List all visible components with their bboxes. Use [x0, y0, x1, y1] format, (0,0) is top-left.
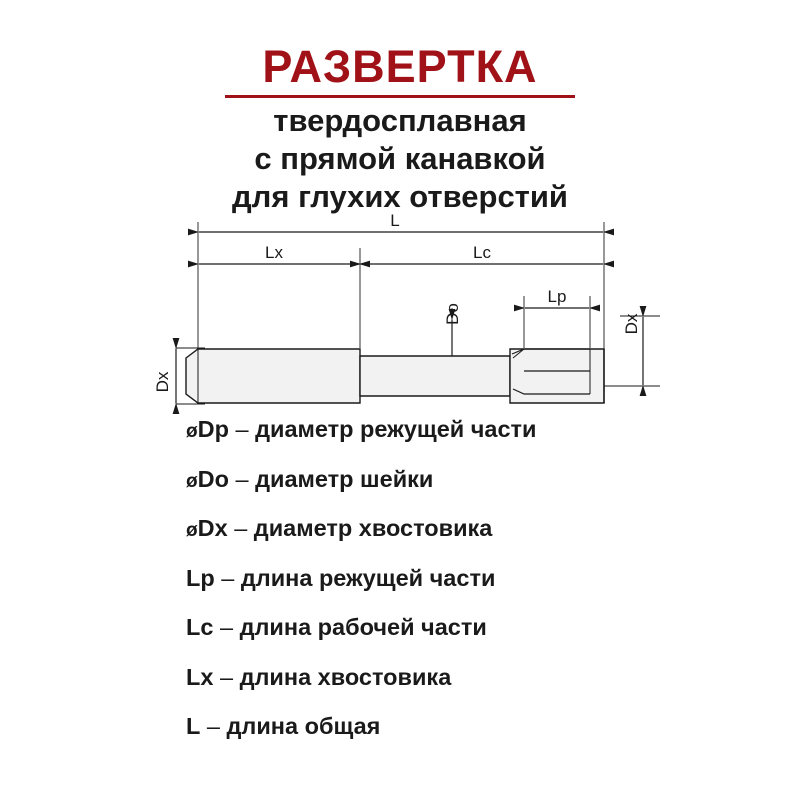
legend-item-lp	[186, 564, 786, 591]
legend-dash: –	[235, 416, 249, 442]
legend-description: длина хвостовика	[239, 663, 452, 690]
legend-description: диаметр режущей части	[255, 416, 537, 442]
subtitle-line-3: для глухих отверстий	[232, 178, 568, 214]
legend-symbol: Lx	[186, 663, 214, 690]
legend-dash: –	[219, 663, 234, 690]
legend-item-lc	[186, 616, 786, 640]
page-title: РАЗВЕРТКА	[262, 41, 538, 92]
subtitle-line-1: твердосплавная	[273, 103, 527, 138]
legend-description: диаметр шейки	[255, 465, 434, 492]
legend-dash: –	[219, 614, 234, 640]
dim-label-Dx-right: Dx	[622, 313, 641, 335]
subtitle-line-2: с прямой канавкой	[254, 140, 546, 176]
legend-dash: –	[206, 713, 220, 739]
legend-list	[186, 418, 786, 765]
dim-label-Lc: Lc	[473, 243, 491, 262]
legend-description: длина общая	[226, 713, 381, 739]
legend-symbol: Lc	[186, 614, 214, 640]
legend-dash: –	[235, 465, 249, 492]
legend-symbol: Do	[197, 465, 229, 492]
dim-label-Dx-left: Dx	[153, 371, 172, 393]
legend-symbol: Dx	[197, 515, 228, 541]
legend-item-dp	[186, 418, 786, 442]
legend-symbol: Lp	[186, 564, 215, 591]
legend-description: диаметр хвостовика	[253, 515, 493, 541]
diameter-symbol: ø	[186, 520, 198, 541]
dim-label-Lx: Lx	[265, 243, 283, 262]
legend-item-do	[186, 465, 786, 492]
legend-description: длина рабочей части	[239, 614, 487, 640]
legend-description: длина режущей части	[240, 564, 496, 591]
legend-item-l	[186, 715, 786, 739]
title-divider	[225, 95, 575, 98]
legend-item-lx	[186, 663, 786, 690]
diameter-symbol: ø	[186, 470, 198, 492]
dim-label-L: L	[390, 211, 400, 230]
legend-symbol: L	[186, 713, 201, 739]
dim-label-Do: Do	[443, 303, 462, 325]
technical-drawing	[0, 208, 800, 418]
diameter-symbol: ø	[186, 421, 198, 442]
legend-symbol: Dp	[197, 416, 229, 442]
title-block	[0, 41, 800, 215]
legend-dash: –	[234, 515, 248, 541]
legend-dash: –	[221, 564, 235, 591]
legend-item-dx	[186, 517, 786, 541]
dim-label-Lp: Lp	[547, 287, 567, 306]
